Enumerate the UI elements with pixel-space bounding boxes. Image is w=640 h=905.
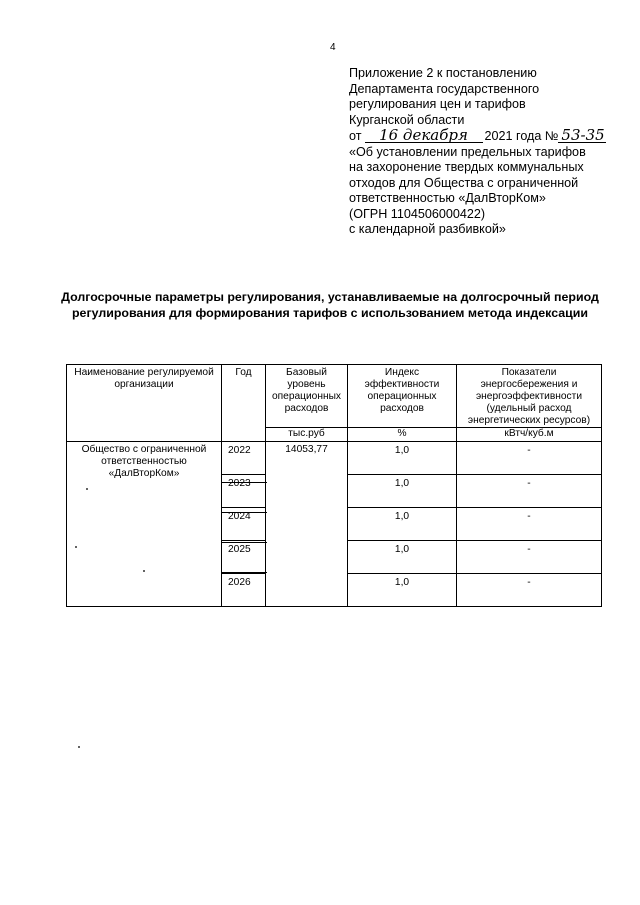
- inner-rule: [222, 572, 267, 573]
- index-cell: 1,0: [348, 442, 457, 475]
- subject-line: отходов для Общества с ограниченной: [349, 175, 579, 190]
- header-efficiency-index: Индекс эффективности операционных расходов: [348, 365, 457, 428]
- subject-line: ответственностью «ДалВторКом»: [349, 191, 546, 205]
- energy-cell: -: [457, 442, 602, 475]
- table-header-row: [67, 365, 602, 428]
- header-energy-indicators: Показатели энергосбережения и энергоэффективности (удельный расход энергетических ресурсов): [457, 365, 602, 428]
- index-cell: 1,0: [348, 475, 457, 508]
- handwritten-date: 16 декабря: [365, 128, 483, 143]
- year-cell: 2023: [222, 475, 266, 508]
- scan-speck: [143, 570, 145, 572]
- inner-rule: [222, 482, 267, 483]
- energy-cell: -: [457, 475, 602, 508]
- unit-index: %: [348, 428, 457, 442]
- scan-speck: [86, 488, 88, 490]
- scan-speck: [78, 746, 80, 748]
- organization-cell: Общество с ограниченной ответственностью «ДалВторКом»: [67, 442, 222, 607]
- header-year: Год: [222, 365, 266, 442]
- index-cell: 1,0: [348, 574, 457, 607]
- header-line: Курганской области: [349, 112, 465, 127]
- header-line: регулирования цен и тарифов: [349, 97, 526, 111]
- subject-line: на захоронение твердых коммунальных: [349, 160, 584, 174]
- header-line: Департамента государственного: [349, 81, 540, 96]
- inner-rule: [222, 512, 267, 513]
- year-text: 2021 года №: [484, 129, 559, 143]
- header-organization: Наименование регулируемой организации: [67, 365, 222, 442]
- year-cell: 2022: [222, 442, 266, 475]
- header-base-level: Базовый уровень операционных расходов: [266, 365, 348, 428]
- index-cell: 1,0: [348, 508, 457, 541]
- year-cell: 2026: [222, 574, 266, 607]
- document-title: Долгосрочные параметры регулирования, устанавливаемые на долгосрочный период регулирования для формирования тарифов с использованием метода индексации: [61, 290, 599, 320]
- unit-energy: кВтч/куб.м: [457, 428, 602, 442]
- year-cell: 2025: [222, 541, 266, 574]
- scan-speck: [75, 546, 77, 548]
- subject-line: «Об установлении предельных тарифов: [349, 144, 586, 159]
- handwritten-number: 53-35: [558, 128, 606, 143]
- date-line: [349, 128, 629, 145]
- parameters-table: [66, 364, 602, 607]
- energy-cell: -: [457, 541, 602, 574]
- energy-cell: -: [457, 508, 602, 541]
- base-level-cell: 14053,77: [266, 442, 348, 607]
- subject-line: с календарной разбивкой»: [349, 222, 506, 236]
- energy-cell: -: [457, 574, 602, 607]
- header-line: Приложение 2 к постановлению: [349, 66, 537, 80]
- subject-line: (ОГРН 1104506000422): [349, 206, 486, 221]
- unit-base-level: тыс.руб: [266, 428, 348, 442]
- inner-rule: [222, 542, 267, 543]
- date-prefix: от: [349, 129, 362, 143]
- index-cell: 1,0: [348, 541, 457, 574]
- appendix-header: [349, 66, 629, 238]
- table-row: [67, 442, 602, 475]
- page-number: 4: [330, 42, 336, 53]
- year-cell: 2024: [222, 508, 266, 541]
